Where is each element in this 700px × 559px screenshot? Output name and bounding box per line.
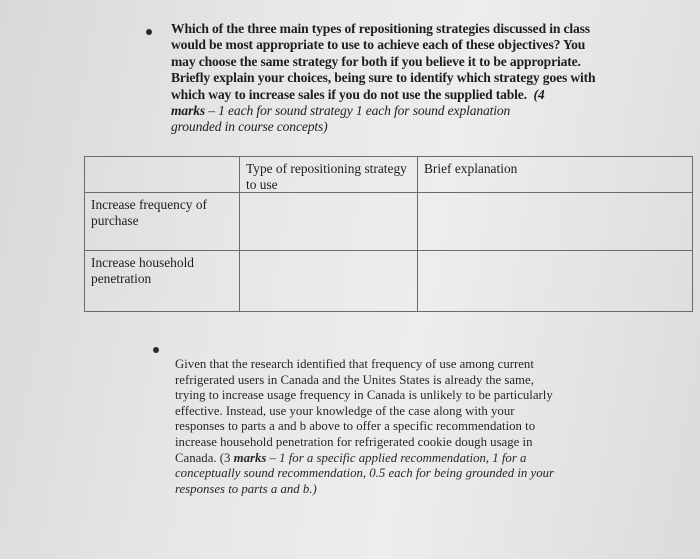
bullet-point-2 <box>153 347 159 353</box>
table-header-explanation: Brief explanation <box>418 157 693 193</box>
question-2-line: refrigerated users in Canada and the Unites States is already the same, <box>175 372 534 387</box>
question-2-line: increase household penetration for refrigerated cookie dough usage in <box>175 434 533 449</box>
question-1-line: may choose the same strategy for both if you believe it to be appropriate. <box>171 53 581 69</box>
marks-label: marks <box>171 103 205 119</box>
marks-open: (4 <box>533 86 545 102</box>
table-header-row <box>85 157 693 193</box>
marks-detail: – 1 each for sound strategy 1 each for sound explanation <box>205 103 511 119</box>
question-1-line: Briefly explain your choices, being sure to identify which strategy goes with <box>171 70 596 86</box>
question-2-text <box>175 357 615 497</box>
strategy-cell-penetration[interactable] <box>240 251 418 312</box>
table-header-empty <box>85 157 240 193</box>
question-2-line: responses to parts a and b above to offer a specific recommendation to <box>175 419 536 434</box>
marks-line-3: responses to parts a and b.) <box>175 481 317 496</box>
explanation-cell-penetration[interactable] <box>418 251 693 312</box>
table-header-strategy: Type of repositioning strategy to use <box>240 157 418 193</box>
table-row <box>85 193 693 251</box>
question-2-line: effective. Instead, use your knowledge of the case along with your <box>175 403 515 418</box>
marks-close: grounded in course concepts) <box>171 119 328 135</box>
question-1-marks-line <box>171 103 621 119</box>
strategy-cell-frequency[interactable] <box>240 193 418 251</box>
question-1-text <box>171 21 621 136</box>
row-label-frequency: Increase frequency of purchase <box>85 193 240 251</box>
marks-label-2: marks <box>233 450 267 465</box>
marks-line-2: conceptually sound recommendation, 0.5 each for being grounded in your <box>175 466 554 481</box>
question-2-last-start: Canada. (3 <box>175 450 234 465</box>
question-1-line: Which of the three main types of repositioning strategies discussed in class <box>171 21 590 36</box>
question-1-line: which way to increase sales if you do not use the supplied table. <box>171 86 527 102</box>
question-1-line: would be most appropriate to use to achieve each of these objectives? You <box>171 37 586 53</box>
table-row <box>85 251 693 312</box>
question-2-line: Given that the research identified that frequency of use among current <box>175 357 534 371</box>
strategy-table <box>84 156 693 312</box>
question-1-line-5 <box>171 87 621 103</box>
marks-detail-2: – 1 for a specific applied recommendation, 1 for a <box>266 450 527 465</box>
row-label-penetration: Increase household penetration <box>85 251 240 312</box>
question-2-line: trying to increase usage frequency in Canada is unlikely to be particularly <box>175 388 553 403</box>
question-2-marks-line <box>175 451 615 467</box>
explanation-cell-frequency[interactable] <box>418 193 693 251</box>
bullet-point-1 <box>146 29 152 35</box>
